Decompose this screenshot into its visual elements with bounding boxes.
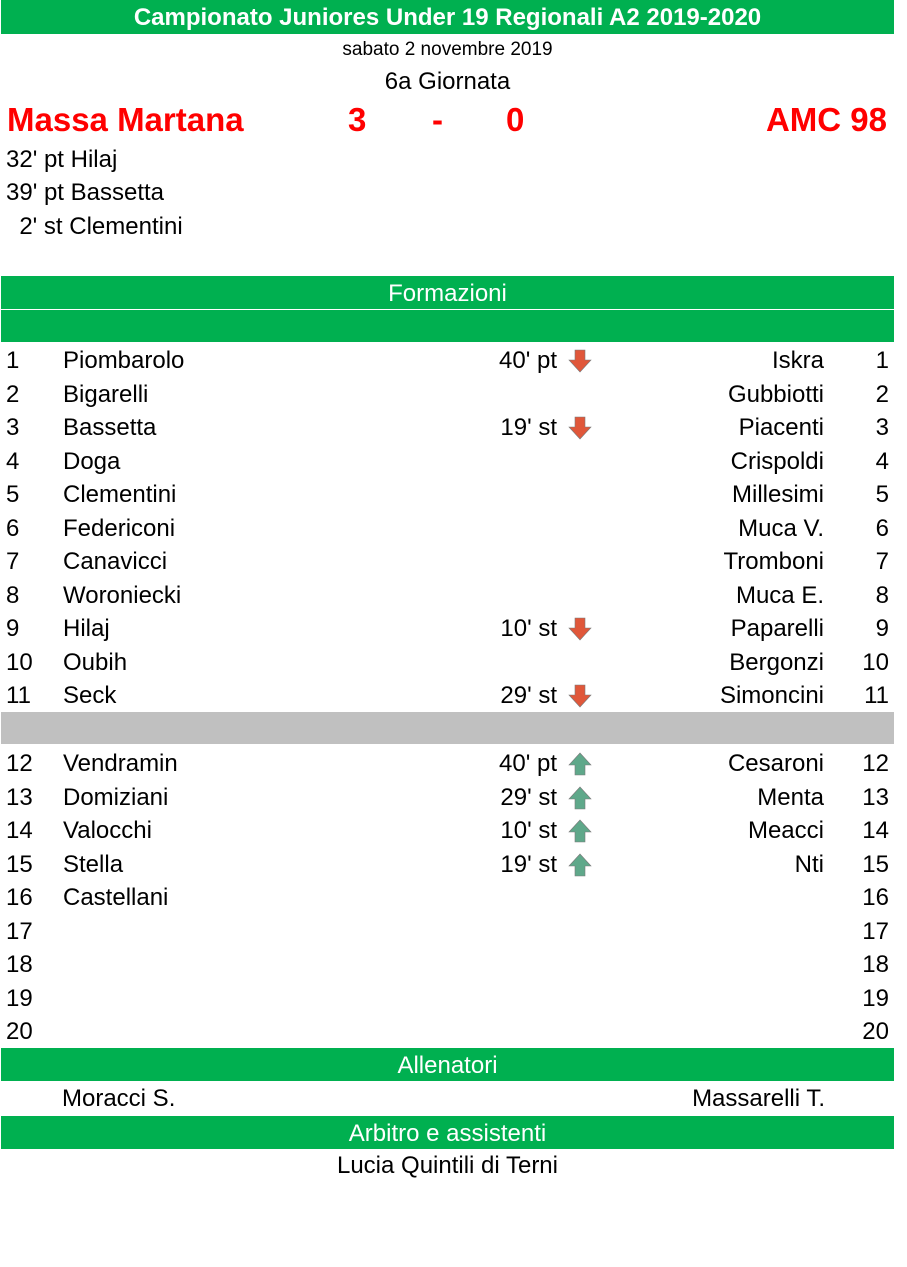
- section-arbitro-header: Arbitro e assistenti: [1, 1116, 894, 1149]
- arrow-down-icon: [568, 617, 592, 641]
- home-player-name: Doga: [63, 447, 121, 475]
- away-shirt-number: 14: [862, 817, 889, 844]
- home-player-name: Bassetta: [63, 414, 157, 441]
- substitution-time: 40' pt: [499, 750, 557, 777]
- home-shirt-number: 11: [6, 682, 31, 709]
- player-row: [0, 378, 895, 411]
- player-row: [0, 848, 895, 881]
- away-shirt-number: 8: [875, 581, 889, 609]
- home-shirt-number: 14: [6, 817, 33, 844]
- substitution-time: 10' st: [500, 817, 557, 844]
- away-player-name: Iskra: [771, 347, 824, 374]
- home-player-name: Vendramin: [63, 750, 178, 777]
- away-score: 0: [506, 101, 525, 138]
- home-player-name: Piombarolo: [63, 347, 185, 374]
- arrow-up-icon: [568, 853, 592, 877]
- player-row: [0, 411, 895, 444]
- away-player-name: Cesaroni: [727, 750, 824, 777]
- home-shirt-number: 3: [6, 414, 20, 441]
- player-row: [0, 478, 895, 511]
- home-player-name: Seck: [63, 682, 117, 709]
- arrow-up-icon: [568, 819, 592, 843]
- round-label: 6a Giornata: [384, 68, 511, 95]
- substitution-time: 10' st: [500, 615, 557, 642]
- section-allenatori-header: Allenatori: [1, 1048, 894, 1081]
- home-player-name: Castellani: [63, 884, 169, 911]
- away-player-name: Paparelli: [730, 615, 824, 642]
- away-shirt-number: 10: [862, 648, 889, 676]
- home-player-name: Bigarelli: [63, 380, 149, 408]
- away-player-name: Tromboni: [723, 548, 824, 575]
- scorer-line: 2' st Clementini: [6, 213, 183, 240]
- away-player-name: Bergonzi: [729, 648, 824, 676]
- away-shirt-number: 18: [862, 951, 889, 978]
- match-date: sabato 2 novembre 2019: [342, 39, 553, 60]
- away-player-name: Muca V.: [738, 514, 824, 542]
- away-shirt-number: 3: [875, 414, 889, 441]
- home-player-name: Oubih: [63, 648, 128, 676]
- player-row: [0, 948, 895, 981]
- section-formazioni-header: Formazioni: [1, 276, 894, 309]
- home-coach: Moracci S.: [62, 1085, 176, 1112]
- player-row: [0, 747, 895, 780]
- home-shirt-number: 10: [6, 648, 33, 676]
- away-shirt-number: 4: [875, 447, 889, 475]
- away-shirt-number: 12: [862, 750, 889, 777]
- home-shirt-number: 9: [6, 615, 20, 642]
- player-row: [0, 445, 895, 478]
- player-row: [0, 545, 895, 578]
- home-player-name: Federiconi: [63, 514, 176, 542]
- section-formazioni-subbar: [1, 310, 894, 342]
- home-shirt-number: 20: [6, 1018, 33, 1045]
- home-shirt-number: 16: [6, 884, 33, 911]
- arrow-up-icon: [568, 786, 592, 810]
- home-shirt-number: 12: [6, 750, 33, 777]
- scorer-line: 32' pt Hilaj: [6, 146, 118, 173]
- away-player-name: Gubbiotti: [727, 380, 824, 408]
- player-row: [0, 814, 895, 847]
- player-row: [0, 646, 895, 679]
- substitution-time: 40' pt: [499, 347, 557, 374]
- away-shirt-number: 15: [862, 850, 889, 878]
- player-row: [0, 1015, 895, 1048]
- home-shirt-number: 13: [6, 783, 33, 811]
- player-row: [0, 344, 895, 377]
- home-player-name: Valocchi: [63, 817, 152, 844]
- player-row: [0, 679, 895, 712]
- away-coach: Massarelli T.: [692, 1085, 825, 1112]
- away-player-name: Menta: [757, 783, 824, 811]
- home-shirt-number: 15: [6, 850, 33, 878]
- away-player-name: Nti: [794, 850, 824, 878]
- home-shirt-number: 17: [6, 917, 33, 945]
- home-shirt-number: 6: [6, 514, 20, 542]
- player-row: [0, 915, 895, 948]
- away-shirt-number: 13: [862, 783, 889, 811]
- away-team-name: AMC 98: [765, 101, 887, 138]
- substitution-time: 19' st: [500, 850, 557, 878]
- home-player-name: Clementini: [63, 481, 177, 508]
- player-row: [0, 579, 895, 612]
- arrow-down-icon: [568, 416, 592, 440]
- referee-name: Lucia Quintili di Terni: [336, 1152, 558, 1179]
- away-player-name: Muca E.: [735, 581, 824, 609]
- home-shirt-number: 8: [6, 581, 20, 609]
- away-shirt-number: 16: [862, 884, 889, 911]
- arrow-down-icon: [568, 684, 592, 708]
- home-player-name: Stella: [63, 850, 124, 878]
- player-row: [0, 781, 895, 814]
- home-shirt-number: 7: [6, 548, 20, 575]
- away-shirt-number: 17: [862, 917, 889, 945]
- championship-title: Campionato Juniores Under 19 Regionali A2 2019-2020: [1, 0, 894, 34]
- substitution-time: 29' st: [500, 783, 557, 811]
- home-score: 3: [348, 101, 367, 138]
- substitution-time: 19' st: [500, 414, 557, 441]
- away-shirt-number: 5: [875, 481, 889, 508]
- away-shirt-number: 6: [875, 514, 889, 542]
- away-shirt-number: 19: [862, 984, 889, 1012]
- home-player-name: Woroniecki: [63, 581, 182, 609]
- home-shirt-number: 1: [6, 347, 20, 374]
- away-player-name: Simoncini: [719, 682, 824, 709]
- bench-divider: [1, 712, 894, 744]
- away-shirt-number: 1: [875, 347, 889, 374]
- home-shirt-number: 19: [6, 984, 33, 1012]
- player-row: [0, 512, 895, 545]
- home-shirt-number: 5: [6, 481, 20, 508]
- home-player-name: Hilaj: [63, 615, 110, 642]
- away-shirt-number: 7: [875, 548, 889, 575]
- home-shirt-number: 4: [6, 447, 20, 475]
- away-shirt-number: 20: [862, 1018, 889, 1045]
- player-row: [0, 982, 895, 1015]
- scorer-line: 39' pt Bassetta: [6, 179, 165, 206]
- away-shirt-number: 11: [864, 682, 889, 709]
- player-row: [0, 881, 895, 914]
- home-shirt-number: 18: [6, 951, 33, 978]
- arrow-up-icon: [568, 752, 592, 776]
- player-row: [0, 612, 895, 645]
- home-team-name: Massa Martana: [7, 101, 244, 138]
- away-shirt-number: 9: [875, 615, 889, 642]
- score-separator: -: [432, 101, 443, 138]
- away-player-name: Millesimi: [732, 481, 824, 508]
- home-player-name: Domiziani: [63, 783, 169, 811]
- away-player-name: Meacci: [747, 817, 824, 844]
- away-shirt-number: 2: [875, 380, 889, 408]
- away-player-name: Piacenti: [738, 414, 824, 441]
- home-player-name: Canavicci: [63, 548, 168, 575]
- arrow-down-icon: [568, 349, 592, 373]
- away-player-name: Crispoldi: [730, 447, 824, 475]
- home-shirt-number: 2: [6, 380, 20, 408]
- substitution-time: 29' st: [500, 682, 557, 709]
